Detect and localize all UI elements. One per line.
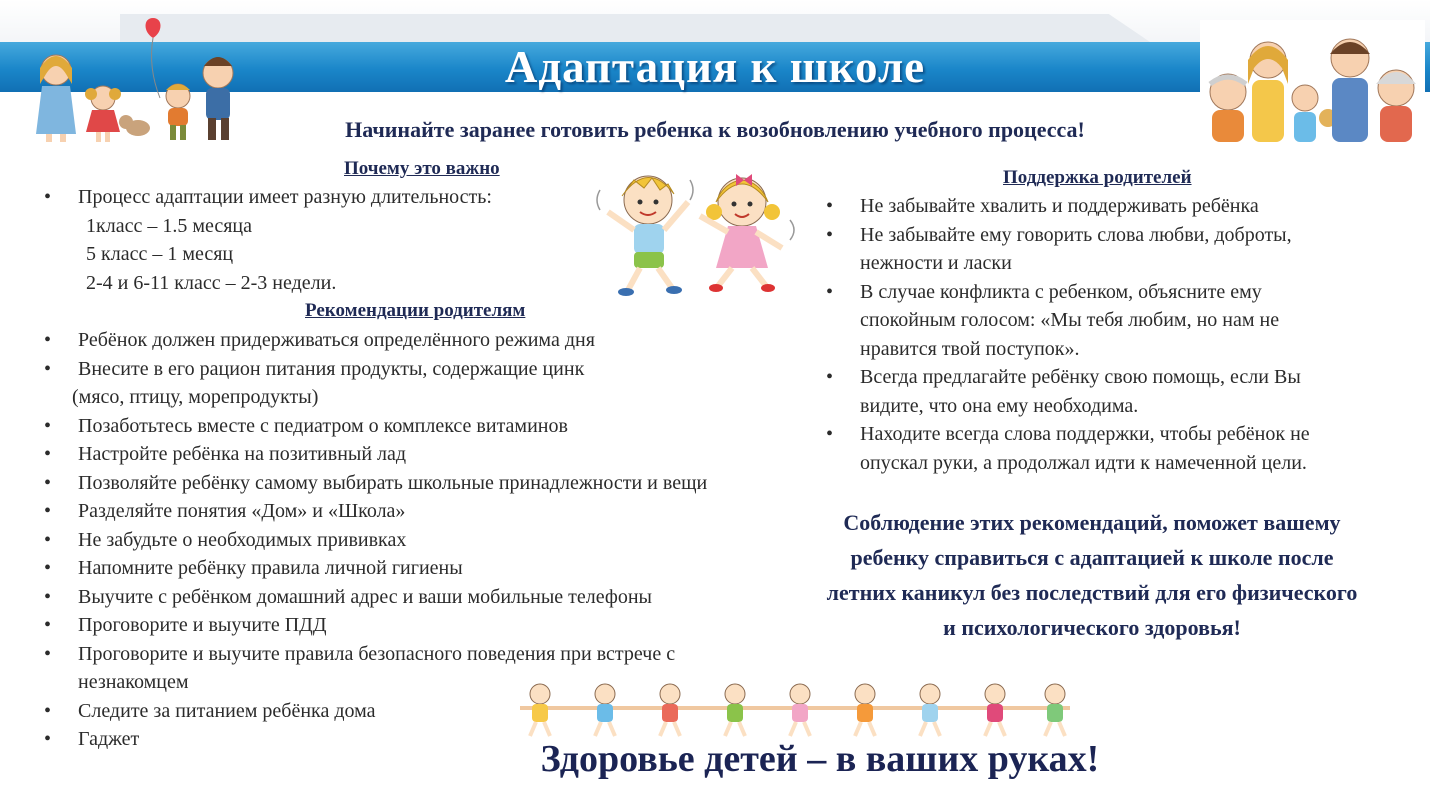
list-item-continuation: незнакомцем	[78, 671, 189, 693]
list-item-continuation: опускал руки, а продолжал идти к намеченной цели.	[860, 451, 1307, 474]
list-item-continuation: спокойным голосом: «Мы тебя любим, но нам не	[860, 309, 1280, 331]
list-item-text: Внесите в его рацион питания продукты, содержащие цинк	[78, 357, 585, 380]
list-item	[38, 355, 838, 412]
list-item-text: • В случае конфликта с ребенком, объясните ему	[860, 280, 1262, 303]
list-item: • Разделяйте понятия «Дом» и «Школа»	[38, 497, 838, 526]
conclusion-line: ребенку справиться с адаптацией к школе после	[850, 545, 1334, 570]
kids-row-illustration	[510, 682, 1080, 738]
list-item: • Позволяйте ребёнку самому выбирать школьные принадлежности и вещи	[38, 469, 838, 498]
list-item: • Настройте ребёнка на позитивный лад	[38, 440, 838, 469]
conclusion-line: и психологического здоровья!	[943, 615, 1241, 640]
header-decor-strip	[120, 14, 1150, 42]
duration-line: 1класс – 1.5 месяца	[86, 215, 253, 237]
duration-line: 2-4 и 6-11 класс – 2-3 недели.	[86, 272, 337, 294]
list-item: • Ребёнок должен придерживаться определённого режима дня	[38, 326, 838, 355]
conclusion-text	[762, 505, 1422, 645]
conclusion-line: летних каникул без последствий для его физического	[826, 580, 1358, 605]
parent-support-list	[820, 192, 1425, 477]
conclusion-line: Соблюдение этих рекомендаций, поможет вашему	[843, 510, 1341, 535]
page-title: Адаптация к школе	[504, 42, 926, 92]
list-item-text: Проговорите и выучите правила безопасного поведения при встрече с	[78, 642, 676, 665]
list-item-text: Не забывайте хвалить и поддерживать ребёнка	[860, 195, 1259, 217]
family-illustration-right	[1200, 20, 1425, 145]
list-item: • Позаботьтесь вместе с педиатром о комплексе витаминов	[38, 412, 838, 441]
list-item	[820, 221, 1425, 278]
list-item: • Напомните ребёнку правила личной гигиены	[38, 554, 838, 583]
list-item: • Проговорите и выучите ПДД	[38, 611, 838, 640]
list-item	[820, 192, 1425, 221]
recommendations-heading: Рекомендации родителям	[305, 300, 526, 321]
list-item: • Не забудьте о необходимых прививках	[38, 526, 838, 555]
list-item	[820, 363, 1425, 420]
list-item: • Выучите с ребёнком домашний адрес и ваши мобильные телефоны	[38, 583, 838, 612]
jumping-kids-illustration	[590, 160, 805, 300]
list-item-continuation: видите, что она ему необходима.	[860, 394, 1139, 417]
list-item-text: • Находите всегда слова поддержки, чтобы ребёнок не	[860, 423, 1310, 445]
list-item: • Гаджет	[38, 725, 838, 754]
why-important-list	[38, 183, 598, 212]
list-item-continuation: нравится твой поступок».	[860, 337, 1080, 360]
duration-line: 5 класс – 1 месяц	[86, 243, 234, 265]
kid-figure	[530, 684, 550, 736]
subtitle: Начинайте заранее готовить ребенка к возобновлению учебного процесса!	[345, 117, 1085, 142]
list-item-text: • Не забывайте ему говорить слова любви, доброты,	[860, 223, 1292, 246]
list-item	[820, 278, 1425, 364]
list-item: • Следите за питанием ребёнка дома	[38, 697, 838, 726]
list-item-continuation: (мясо, птицу, морепродукты)	[72, 386, 319, 408]
footer-slogan: Здоровье детей – в ваших руках!	[540, 738, 1100, 780]
list-item: • Процесс адаптации имеет разную длительность:	[38, 183, 598, 212]
list-item-text: • Всегда предлагайте ребёнку свою помощь, если Вы	[860, 366, 1301, 388]
why-important-heading: Почему это важно	[344, 158, 500, 179]
list-item	[820, 420, 1425, 477]
list-item-continuation: нежности и ласки	[860, 252, 1012, 274]
parent-support-heading: Поддержка родителей	[1003, 167, 1192, 188]
